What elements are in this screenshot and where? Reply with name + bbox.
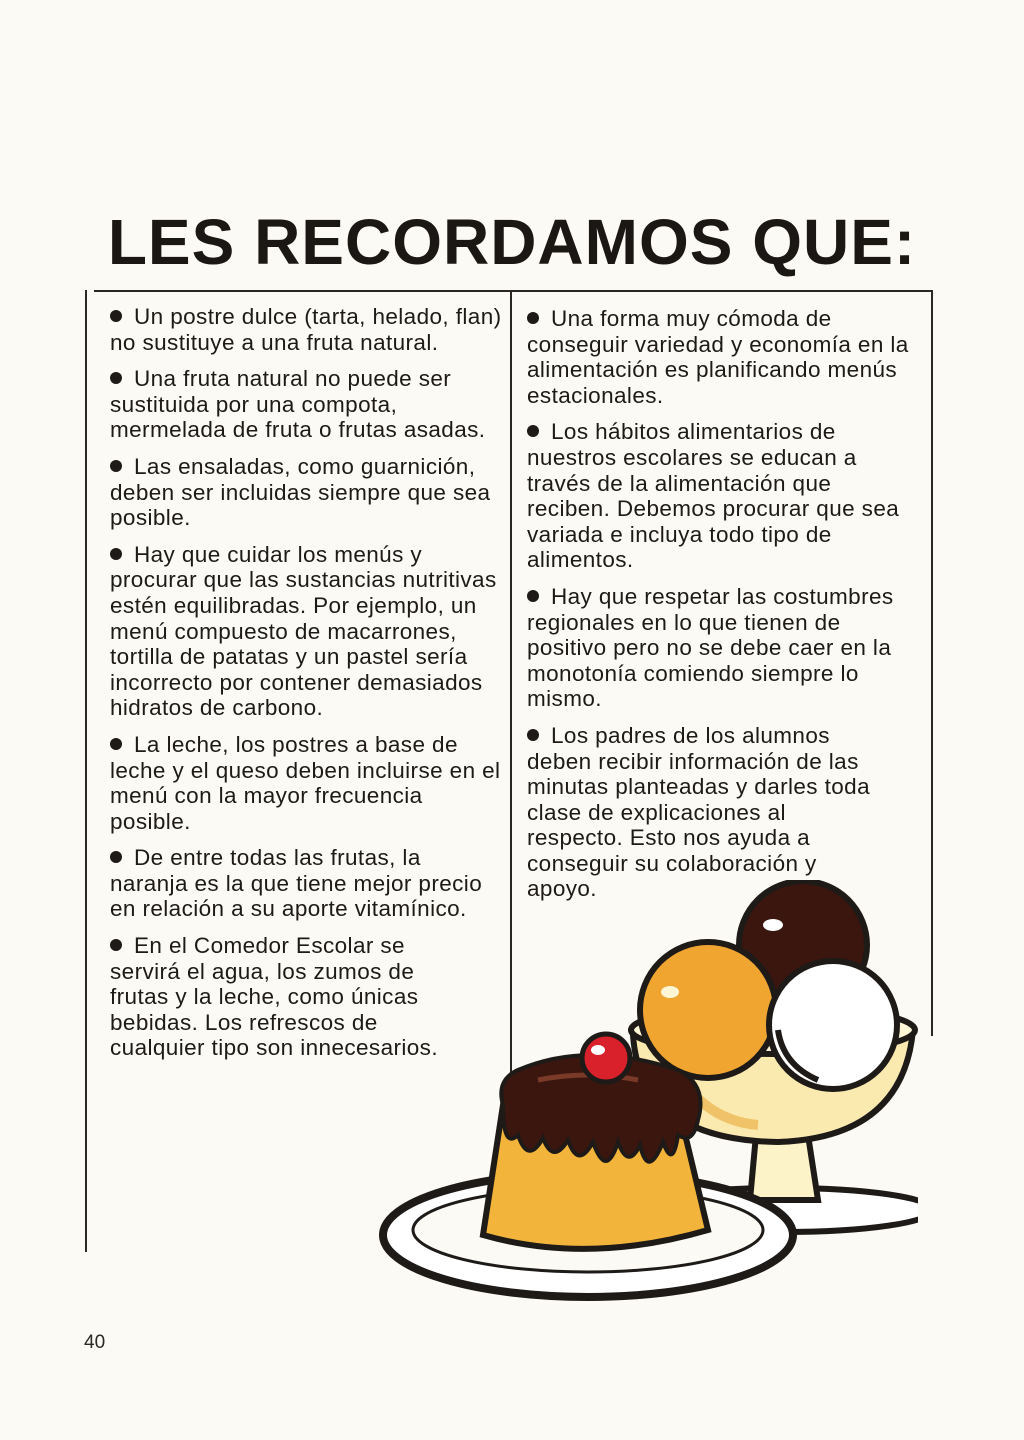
dessert-illustration	[378, 880, 918, 1310]
bullet-icon	[110, 310, 122, 322]
list-item: En el Comedor Escolar se servirá el agua, los zumos de frutas y la leche, como únicas bebidas. Los refrescos de cualquier tipo son innecesarios.	[110, 933, 438, 1061]
list-item: Hay que cuidar los menús y procurar que las sustancias nutritivas estén equilibradas. Por ejemplo, un menú compuesto de macarrones, tortilla de patatas y un pastel sería incorrecto por contener demasiados hidratos de carbono.	[110, 541, 497, 721]
list-item: La leche, los postres a base de leche y el queso deben incluirse en el menú con la mayor frecuencia posible.	[110, 731, 501, 834]
list-item: Las ensaladas, como guarnición, deben ser incluidas siempre que sea posible.	[110, 453, 491, 531]
bullet-icon	[110, 851, 122, 863]
bullet-icon	[527, 729, 539, 741]
bullet-icon	[110, 548, 122, 560]
bullet-icon	[110, 460, 122, 472]
bullet-icon	[110, 372, 122, 384]
list-item: Un postre dulce (tarta, helado, flan) no sustituye a una fruta natural.	[110, 304, 502, 355]
bullet-icon	[527, 590, 539, 602]
frame-left-line	[85, 290, 87, 1252]
bullet-icon	[110, 939, 122, 951]
bullet-icon	[110, 738, 122, 750]
list-item: Hay que respetar las costumbres regionales en lo que tienen de positivo pero no se debe caer en la monotonía comiendo siempre lo mismo.	[527, 583, 894, 712]
frame-right-line	[931, 290, 933, 1036]
right-column	[527, 306, 919, 913]
list-item: Los padres de los alumnos deben recibir información de las minutas planteadas y darles toda clase de explicaciones al respecto. Esto nos ayuda a conseguir su colaboración y apoyo.	[527, 722, 871, 902]
list-item: De entre todas las frutas, la naranja es la que tiene mejor precio en relación a su aporte vitamínico.	[110, 845, 483, 922]
page-number: 40	[84, 1332, 106, 1353]
list-item: Una fruta natural no puede ser sustituida por una compota, mermelada de fruta o frutas asadas.	[110, 366, 486, 443]
bullet-icon	[527, 312, 539, 324]
bullet-icon	[527, 425, 539, 437]
frame-top-line	[94, 290, 932, 292]
list-item: Una forma muy cómoda de conseguir variedad y economía en la alimentación es planificando menús estacionales.	[527, 306, 909, 408]
list-item: Los hábitos alimentarios de nuestros escolares se educan a través de la alimentación que reciben. Debemos procurar que sea variada e incluya todo tipo de alimentos.	[527, 419, 900, 573]
page-title: LES RECORDAMOS QUE:	[107, 206, 917, 278]
